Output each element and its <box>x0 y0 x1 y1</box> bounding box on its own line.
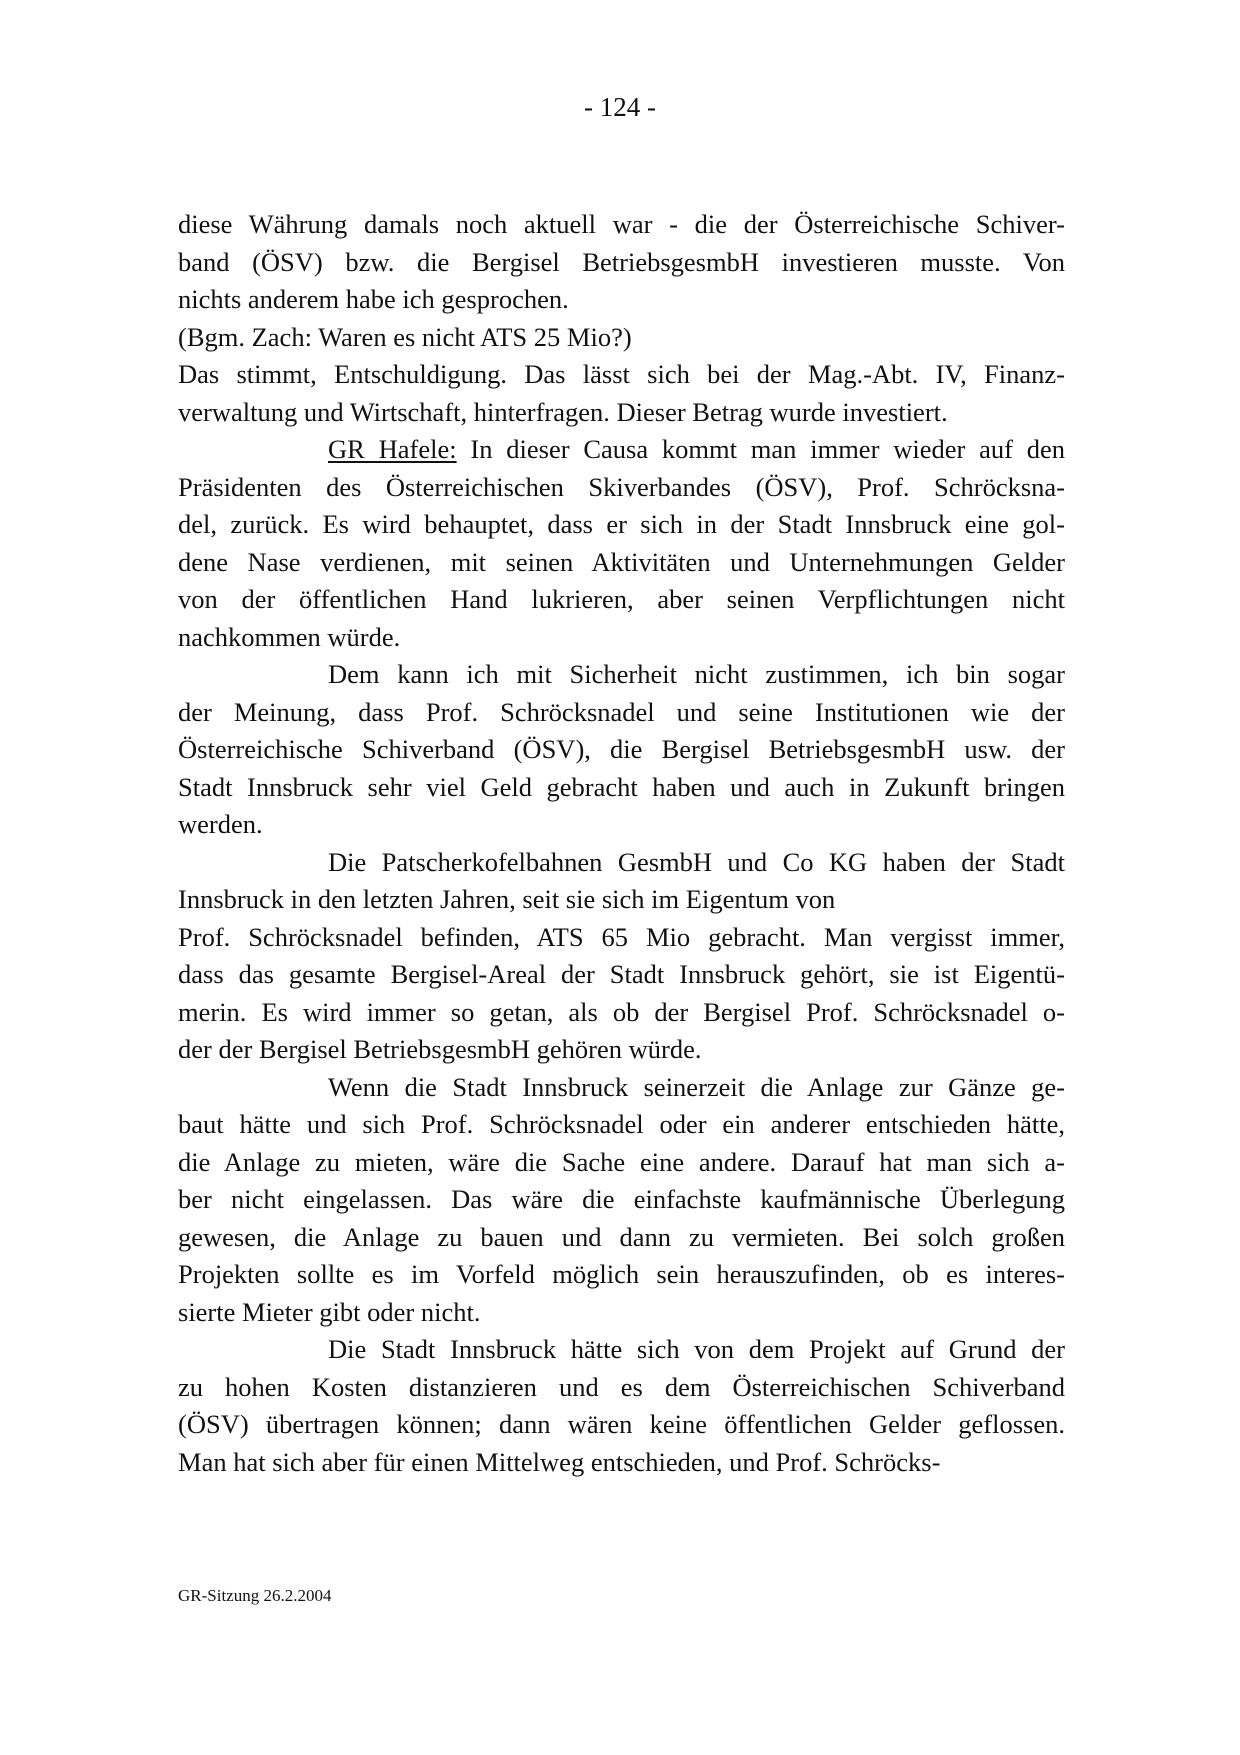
text-line <box>178 769 1065 807</box>
text-line <box>178 356 1065 394</box>
text-line <box>178 656 1065 694</box>
page-number: - 124 - <box>584 92 656 122</box>
text-line-content: Man hat sich aber für einen Mittelweg entschieden, und Prof. Schröcks- <box>178 1446 941 1477</box>
text-line-content: Innsbruck in den letzten Jahren, seit sie sich im Eigentum von <box>178 884 836 914</box>
text-line <box>178 506 1065 544</box>
text-line <box>178 1181 1065 1219</box>
text-line-content: Österreichische Schiverband (ÖSV), die Bergisel BetriebsgesmbH usw. der <box>178 734 1065 764</box>
text-line <box>178 1369 1065 1407</box>
text-line-content: Projekten sollte es im Vorfeld möglich sein herauszufinden, ob es interes- <box>178 1259 1065 1289</box>
text-line <box>178 731 1065 769</box>
text-line <box>178 1294 1065 1332</box>
text-line <box>178 244 1065 282</box>
text-line-content: Präsidenten des Österreichischen Skiverbandes (ÖSV), Prof. Schröcksna- <box>178 471 1065 502</box>
text-line <box>178 919 1065 957</box>
speaker-name: GR Hafele: <box>328 434 457 464</box>
text-line-content: baut hätte und sich Prof. Schröcksnadel oder ein anderer entschieden hätte, <box>178 1109 1065 1139</box>
text-line-content: diese Währung damals noch aktuell war - die der Österreichische Schiver- <box>178 209 1065 239</box>
text-line-content: gewesen, die Anlage zu bauen und dann zu vermieten. Bei solch großen <box>178 1221 1065 1252</box>
text-line-content: nachkommen würde. <box>178 621 401 652</box>
text-line <box>178 1069 1065 1107</box>
text-line <box>178 1031 1065 1069</box>
body-text <box>178 206 1065 1481</box>
text-line-content: (ÖSV) übertragen können; dann wären keine öffentlichen Gelder geflossen. <box>178 1409 1065 1439</box>
text-line <box>178 1219 1065 1257</box>
text-line-content: die Anlage zu mieten, wäre die Sache eine andere. Darauf hat man sich a- <box>178 1146 1065 1177</box>
text-line-content: ber nicht eingelassen. Das wäre die einfachste kaufmännische Überlegung <box>178 1184 1065 1214</box>
text-line <box>178 1144 1065 1182</box>
text-line-content: Wenn die Stadt Innsbruck seinerzeit die Anlage zur Gänze ge- <box>328 1071 1065 1102</box>
text-line-content: nichts anderem habe ich gesprochen. <box>178 284 569 314</box>
text-line <box>178 694 1065 732</box>
text-line <box>178 1444 1065 1482</box>
text-line <box>178 1256 1065 1294</box>
text-line-content: Die Stadt Innsbruck hätte sich von dem Projekt auf Grund der <box>328 1334 1065 1364</box>
text-line-content: Die Patscherkofelbahnen GesmbH und Co KG haben der Stadt <box>328 846 1065 877</box>
text-line <box>178 319 1065 357</box>
text-line-content: dene Nase verdienen, mit seinen Aktivitäten und Unternehmungen Gelder <box>178 546 1065 577</box>
text-line-content: (Bgm. Zach: Waren es nicht ATS 25 Mio?) <box>178 321 632 352</box>
text-line-content: der Meinung, dass Prof. Schröcksnadel und seine Institutionen wie der <box>178 696 1065 727</box>
text-line <box>178 431 1065 469</box>
text-line-content: del, zurück. Es wird behauptet, dass er sich in der Stadt Innsbruck eine gol- <box>178 509 1065 539</box>
text-line-content: dass das gesamte Bergisel-Areal der Stadt Innsbruck gehört, sie ist Eigentü- <box>178 959 1065 989</box>
text-line-content: Prof. Schröcksnadel befinden, ATS 65 Mio gebracht. Man vergisst immer, <box>178 921 1065 952</box>
text-line-content: sierte Mieter gibt oder nicht. <box>178 1296 481 1327</box>
text-line-content: band (ÖSV) bzw. die Bergisel BetriebsgesmbH investieren musste. Von <box>178 246 1065 277</box>
text-line <box>178 844 1065 882</box>
text-line-content: Dem kann ich mit Sicherheit nicht zustimmen, ich bin sogar <box>328 659 1065 689</box>
text-line-content: verwaltung und Wirtschaft, hinterfragen. Dieser Betrag wurde investiert. <box>178 396 948 427</box>
text-line-content: Stadt Innsbruck sehr viel Geld gebracht haben und auch in Zukunft bringen <box>178 771 1065 802</box>
text-line <box>178 994 1065 1032</box>
text-line <box>178 881 1065 919</box>
text-line <box>178 1106 1065 1144</box>
text-line-content: Das stimmt, Entschuldigung. Das lässt sich bei der Mag.-Abt. IV, Finanz- <box>178 359 1065 389</box>
text-line <box>178 281 1065 319</box>
text-line <box>178 581 1065 619</box>
text-line-content: zu hohen Kosten distanzieren und es dem Österreichischen Schiverband <box>178 1371 1065 1402</box>
text-line <box>178 1406 1065 1444</box>
text-line-content: merin. Es wird immer so getan, als ob der Bergisel Prof. Schröcksnadel o- <box>178 996 1065 1027</box>
text-line <box>178 956 1065 994</box>
text-line-content: werden. <box>178 809 263 839</box>
text-line <box>178 469 1065 507</box>
text-line-content: In dieser Causa kommt man immer wieder auf den <box>456 434 1065 464</box>
text-line-content: von der öffentlichen Hand lukrieren, aber seinen Verpflichtungen nicht <box>178 584 1065 614</box>
text-line <box>178 619 1065 657</box>
text-line-content: der der Bergisel BetriebsgesmbH gehören würde. <box>178 1034 702 1064</box>
text-line <box>178 544 1065 582</box>
text-line <box>178 806 1065 844</box>
text-line <box>178 206 1065 244</box>
text-line <box>178 1331 1065 1369</box>
text-line <box>178 394 1065 432</box>
footer: GR-Sitzung 26.2.2004 <box>178 1586 332 1605</box>
